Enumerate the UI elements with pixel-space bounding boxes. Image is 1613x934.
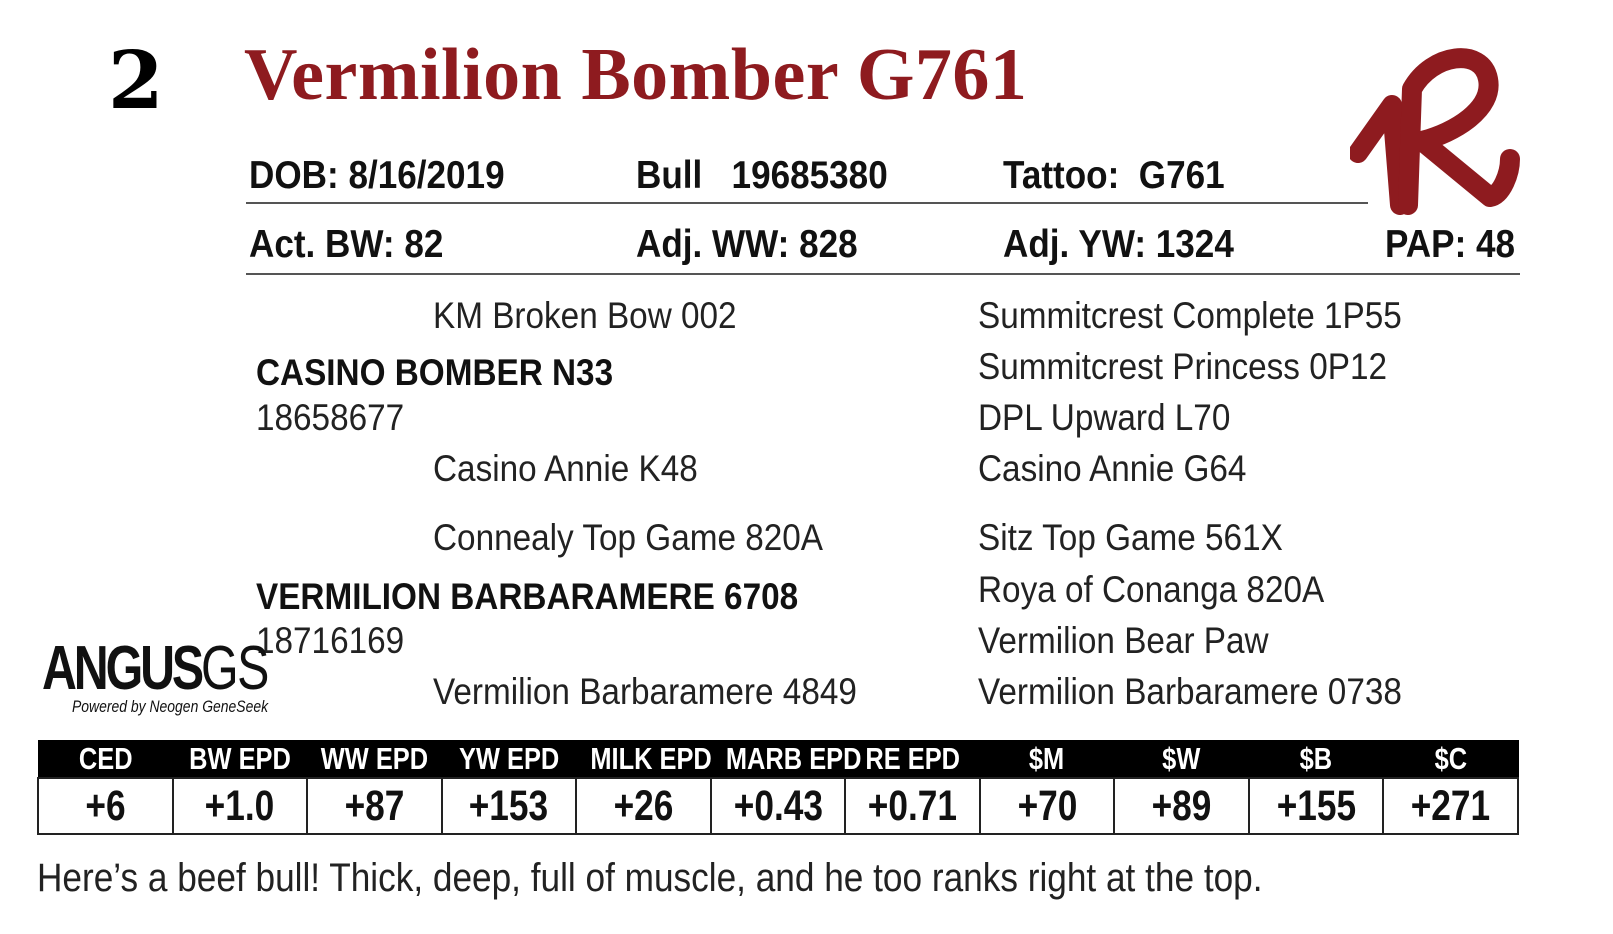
dam-sire-sire-name: Sitz Top Game 561X	[978, 517, 1283, 558]
epd-value-re: +0.71	[845, 778, 980, 834]
epd-header-m: $M	[980, 741, 1115, 779]
epd-value-bw: +1.0	[173, 778, 308, 834]
divider-line	[246, 273, 1520, 275]
logo-tagline: Powered by Neogen GeneSeek	[72, 697, 269, 716]
epd-table	[37, 740, 1519, 835]
sire-sire-dam-name: Summitcrest Princess 0P12	[978, 346, 1387, 387]
dam-name: VERMILION BARBARAMERE 6708	[256, 576, 799, 617]
sire-dam-dam-name: Casino Annie G64	[978, 448, 1247, 489]
pap-score: PAP: 48	[1385, 223, 1516, 266]
epd-header-ced: CED	[38, 741, 173, 779]
sire-sire-name: KM Broken Bow 002	[433, 295, 737, 336]
dam-dam-sire-name: Vermilion Bear Paw	[978, 620, 1269, 661]
epd-value-yw: +153	[442, 778, 577, 834]
animal-name: Vermilion Bomber G761	[244, 34, 1028, 116]
dam-dam-dam-name: Vermilion Barbaramere 0738	[978, 671, 1402, 712]
epd-value-ww: +87	[307, 778, 442, 834]
epd-header-b: $B	[1249, 741, 1384, 779]
epd-value-w: +89	[1114, 778, 1249, 834]
dam-sire-name: Connealy Top Game 820A	[433, 517, 823, 558]
logo-word: ANGUS	[42, 634, 202, 703]
epd-value-row	[38, 778, 1518, 834]
dob: DOB: 8/16/2019	[249, 154, 505, 197]
sire-sire-sire-name: Summitcrest Complete 1P55	[978, 295, 1402, 336]
sire-dam-name: Casino Annie K48	[433, 448, 698, 489]
epd-header-w: $W	[1114, 741, 1249, 779]
logo-word-suffix: GS	[201, 634, 268, 703]
epd-value-ced: +6	[38, 778, 173, 834]
sire-name: CASINO BOMBER N33	[256, 352, 614, 393]
registration-number: Bull 19685380	[636, 154, 888, 197]
epd-value-marb: +0.43	[711, 778, 846, 834]
epd-value-b: +155	[1249, 778, 1384, 834]
epd-header-milk: MILK EPD	[576, 741, 711, 779]
lot-number: 2	[108, 33, 164, 127]
epd-value-c: +271	[1383, 778, 1518, 834]
epd-header-c: $C	[1383, 741, 1518, 779]
sale-comment: Here’s a beef bull! Thick, deep, full of muscle, and he too ranks right at the top.	[37, 856, 1263, 900]
dam-registration: 18716169	[256, 620, 405, 661]
actual-birth-weight: Act. BW: 82	[249, 223, 444, 266]
epd-value-m: +70	[980, 778, 1115, 834]
epd-header-re: RE EPD	[845, 741, 980, 779]
tattoo: Tattoo: G761	[1003, 154, 1225, 197]
sire-dam-sire-name: DPL Upward L70	[978, 397, 1231, 438]
epd-header-yw: YW EPD	[442, 741, 577, 779]
angus-gs-logo	[42, 634, 332, 716]
sire-registration: 18658677	[256, 397, 405, 438]
dam-sire-dam-name: Roya of Conanga 820A	[978, 569, 1325, 610]
epd-value-milk: +26	[576, 778, 711, 834]
epd-header-marb: MARB EPD	[711, 741, 846, 779]
ranch-brand-logo-icon	[1350, 45, 1520, 215]
adjusted-weaning-weight: Adj. WW: 828	[636, 223, 858, 266]
epd-header-bw: BW EPD	[173, 741, 308, 779]
dam-dam-name: Vermilion Barbaramere 4849	[433, 671, 857, 712]
epd-header-row	[38, 741, 1518, 779]
adjusted-yearling-weight: Adj. YW: 1324	[1003, 223, 1234, 266]
divider-line	[246, 202, 1368, 204]
epd-header-ww: WW EPD	[307, 741, 442, 779]
